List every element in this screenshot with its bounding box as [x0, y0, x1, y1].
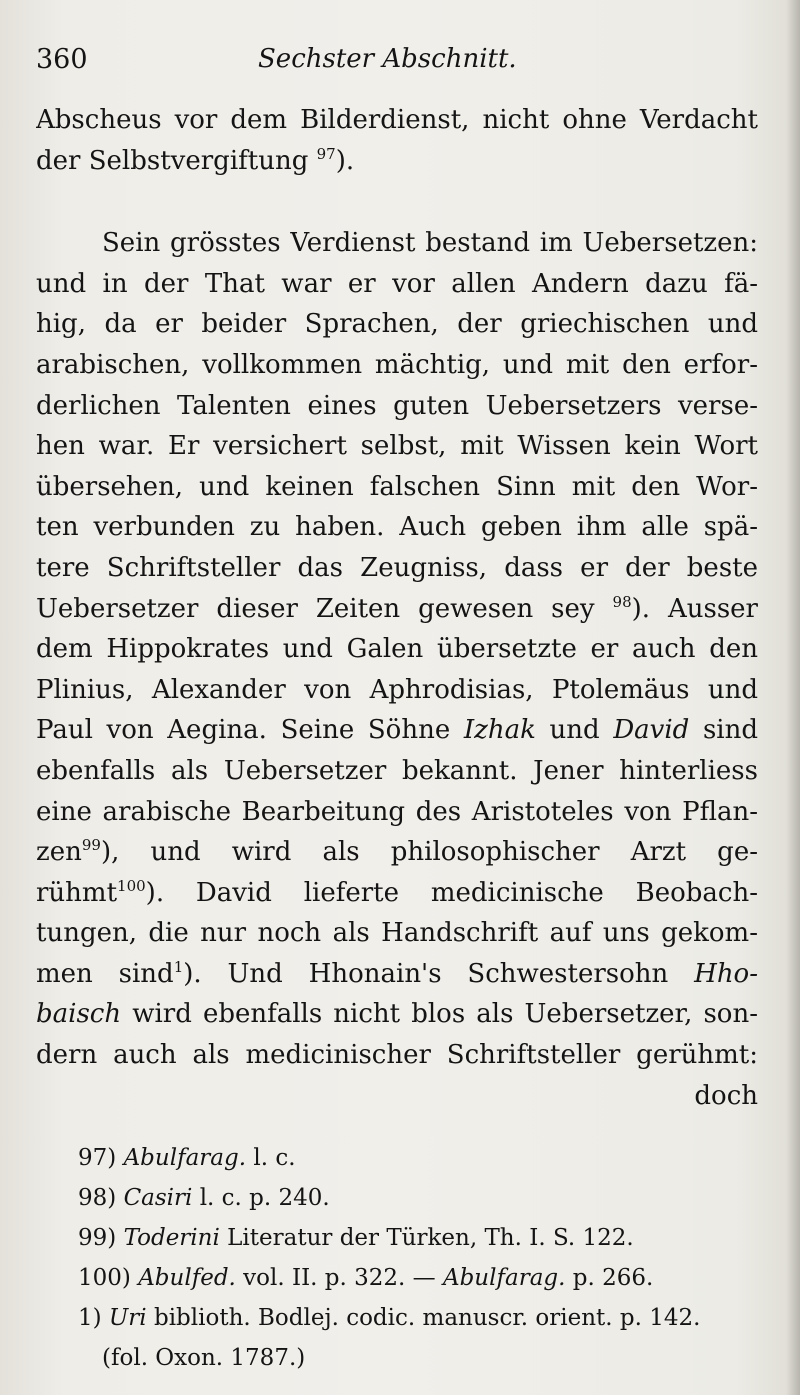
text-line: übersehen, und keinen falschen Sinn mit den Wor-: [36, 471, 758, 502]
footnote-continuation: (fol. Oxon. 1787.): [102, 1345, 306, 1371]
footnote-ref[interactable]: 1: [173, 957, 184, 976]
text-line: der Selbstvergiftung $^{97}$).: [36, 144, 355, 176]
text-line: Sein grösstes Verdienst bestand im Uebersetzen:: [102, 228, 758, 259]
text-line: Paul von Aegina. Seine Söhne Izhak und David sind: [36, 715, 758, 746]
footnote: 97) Abulfarag. l. c.: [78, 1145, 296, 1171]
footnote: 100) Abulfed. vol. II. p. 322. — Abulfarag. p. 266.: [78, 1265, 654, 1291]
footnote-ref[interactable]: 97: [316, 144, 336, 163]
footnotes: [78, 1138, 768, 1378]
catchword: doch: [694, 1080, 758, 1111]
footnote-author: Abulfarag.: [442, 1265, 566, 1291]
text-line: derlichen Talenten eines guten Uebersetzers verse-: [36, 390, 758, 421]
footnote-author: Casiri: [123, 1185, 193, 1211]
footnote-ref[interactable]: 100: [117, 876, 146, 895]
text-line: tere Schriftsteller das Zeugniss, dass er der beste: [36, 552, 758, 583]
footnote-author: Toderini: [123, 1225, 220, 1251]
text-line: tungen, die nur noch als Handschrift auf uns gekom-: [36, 918, 758, 949]
text-line: Abscheus vor dem Bilderdienst, nicht ohne Verdacht: [36, 105, 758, 135]
footnote-author: Abulfarag.: [123, 1145, 247, 1171]
text-line: baisch wird ebenfalls nicht blos als Uebersetzer, son-: [36, 999, 758, 1030]
text-line: und in der That war er vor allen Andern dazu fä-: [36, 268, 758, 299]
footnote-number: 97): [78, 1145, 117, 1171]
text-line: ebenfalls als Uebersetzer bekannt. Jener hinterliess: [36, 755, 758, 786]
text-line: dem Hippokrates und Galen übersetzte er auch den: [36, 634, 758, 665]
text-line: dern auch als medicinischer Schriftsteller gerühmt:: [36, 1040, 758, 1071]
text-line: ten verbunden zu haben. Auch geben ihm alle spä-: [36, 512, 758, 543]
footnote-author: Uri: [108, 1305, 147, 1331]
footnote: 98) Casiri l. c. p. 240.: [78, 1185, 330, 1211]
footnote-number: 98): [78, 1185, 117, 1211]
text-line: eine arabische Bearbeitung des Aristoteles von Pflan-: [36, 796, 758, 827]
footnote-ref[interactable]: 98: [612, 592, 632, 611]
body-text: [36, 100, 758, 1116]
binding-shadow: [786, 0, 800, 1395]
running-head: Sechster Abschnitt.: [258, 44, 517, 74]
footnote: 99) Toderini Literatur der Türken, Th. I. S. 122.: [78, 1225, 634, 1251]
footnote-ref[interactable]: 99: [81, 836, 101, 855]
text-line: Uebersetzer dieser Zeiten gewesen sey $^{98}$). Ausser: [36, 592, 758, 624]
text-line: arabischen, vollkommen mächtig, und mit den erfor-: [36, 349, 758, 380]
text-line: zen$^{99}$), und wird als philosophischer Arzt ge-: [36, 836, 758, 868]
page-header: [36, 38, 756, 84]
text-line: hen war. Er versichert selbst, mit Wissen kein Wort: [36, 431, 758, 462]
footnote-author: Abulfed.: [138, 1265, 236, 1291]
footnote-number: 100): [78, 1265, 131, 1291]
text-line: Plinius, Alexander von Aphrodisias, Ptolemäus und: [36, 674, 758, 705]
text-line: hig, da er beider Sprachen, der griechischen und: [36, 309, 758, 340]
footnote: 1) Uri biblioth. Bodlej. codic. manuscr. orient. p. 142.: [78, 1305, 701, 1331]
text-line: men sind$^1$). Und Hhonain's Schwestersohn Hho-: [36, 957, 758, 989]
footnote-number: 1): [78, 1305, 102, 1331]
footnote-number: 99): [78, 1225, 117, 1251]
text-line: rühmt$^{100}$). David lieferte medicinische Beobach-: [36, 876, 758, 908]
page-number: 360: [36, 44, 88, 75]
